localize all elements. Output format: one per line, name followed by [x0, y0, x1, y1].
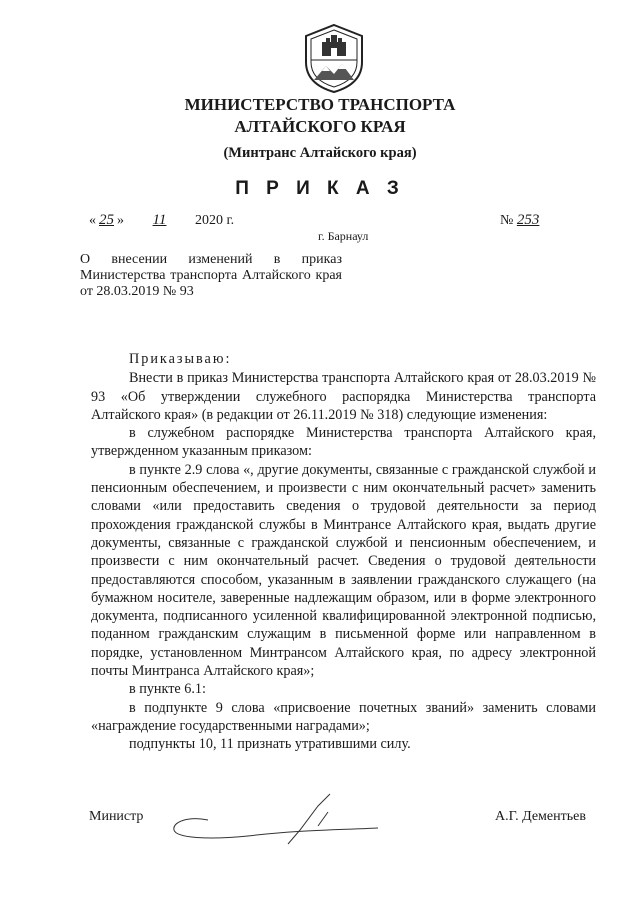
signatory-name: А.Г. Дементьев — [495, 809, 586, 824]
body-paragraph: подпункты 10, 11 признать утратившими силу. — [129, 736, 411, 753]
date-month: 11 — [152, 212, 167, 228]
date-day: 25 — [99, 212, 114, 228]
org-short-name: (Минтранс Алтайского края) — [223, 145, 417, 161]
date-year: 2020 г. — [195, 213, 235, 228]
body-paragraph: в подпункте 9 слова «присвоение почетных званий» заменить словами «награждение государственными наградами»; — [91, 699, 596, 734]
order-date — [89, 212, 234, 229]
order-number — [500, 212, 573, 229]
signatory-position: Министр — [89, 809, 144, 824]
order-directive: Приказываю: — [129, 351, 232, 367]
number-value: 253 — [516, 212, 540, 228]
number-prefix: № — [500, 213, 514, 228]
org-name-line-1: МИНИСТЕРСТВО ТРАНСПОРТА — [184, 95, 456, 114]
coat-of-arms-icon — [300, 22, 368, 94]
order-body — [91, 350, 596, 754]
org-name-line-2: АЛТАЙСКОГО КРАЯ — [234, 117, 406, 136]
order-city: г. Барнаул — [318, 229, 369, 243]
document-type-title: П Р И К А З — [235, 178, 405, 199]
body-paragraph: Внести в приказ Министерства транспорта Алтайского края от 28.03.2019 № 93 «Об утверждении служебного распорядка Министерства транспорта Алтайского края» (в редакции от 26.11.2019 № 318) следующие изменения: — [91, 370, 596, 423]
body-paragraph: в пункте 6.1: — [129, 681, 206, 698]
handwritten-signature — [168, 790, 398, 850]
order-subject: О внесении изменений в приказ Министерства транспорта Алтайского края от 28.03.2019 № 93 — [80, 252, 342, 299]
date-close-quote: » — [117, 213, 124, 228]
date-open-quote: « — [89, 213, 96, 228]
body-paragraph: в служебном распорядке Министерства транспорта Алтайского края, утвержденном указанным приказом: — [91, 425, 596, 460]
body-paragraph: в пункте 2.9 слова «, другие документы, связанные с гражданской службой и пенсионным обеспечением, и произвести с ним окончательный расчет» заменить словами «или предоставить сведения о трудовой деятельности за период прохождения гражданской службы в Минтрансе Алтайского края, выдать другие документы, связанные с гражданской службой и пенсионным обеспечением, и произвести с ним окончательный расчет. Сведения о трудовой деятельности предоставляются способом, указанным в заявлении гражданского служащего (на бумажном носителе, заверенные надлежащим образом, или в форме электронного документа, подписанного усиленной квалифицированной электронной подписью, поданном гражданским служащим в письменной форме или направленном в порядке, установленном Минтрансом Алтайского края, по адресу электронной почты Минтранса Алтайского края»; — [91, 461, 596, 680]
